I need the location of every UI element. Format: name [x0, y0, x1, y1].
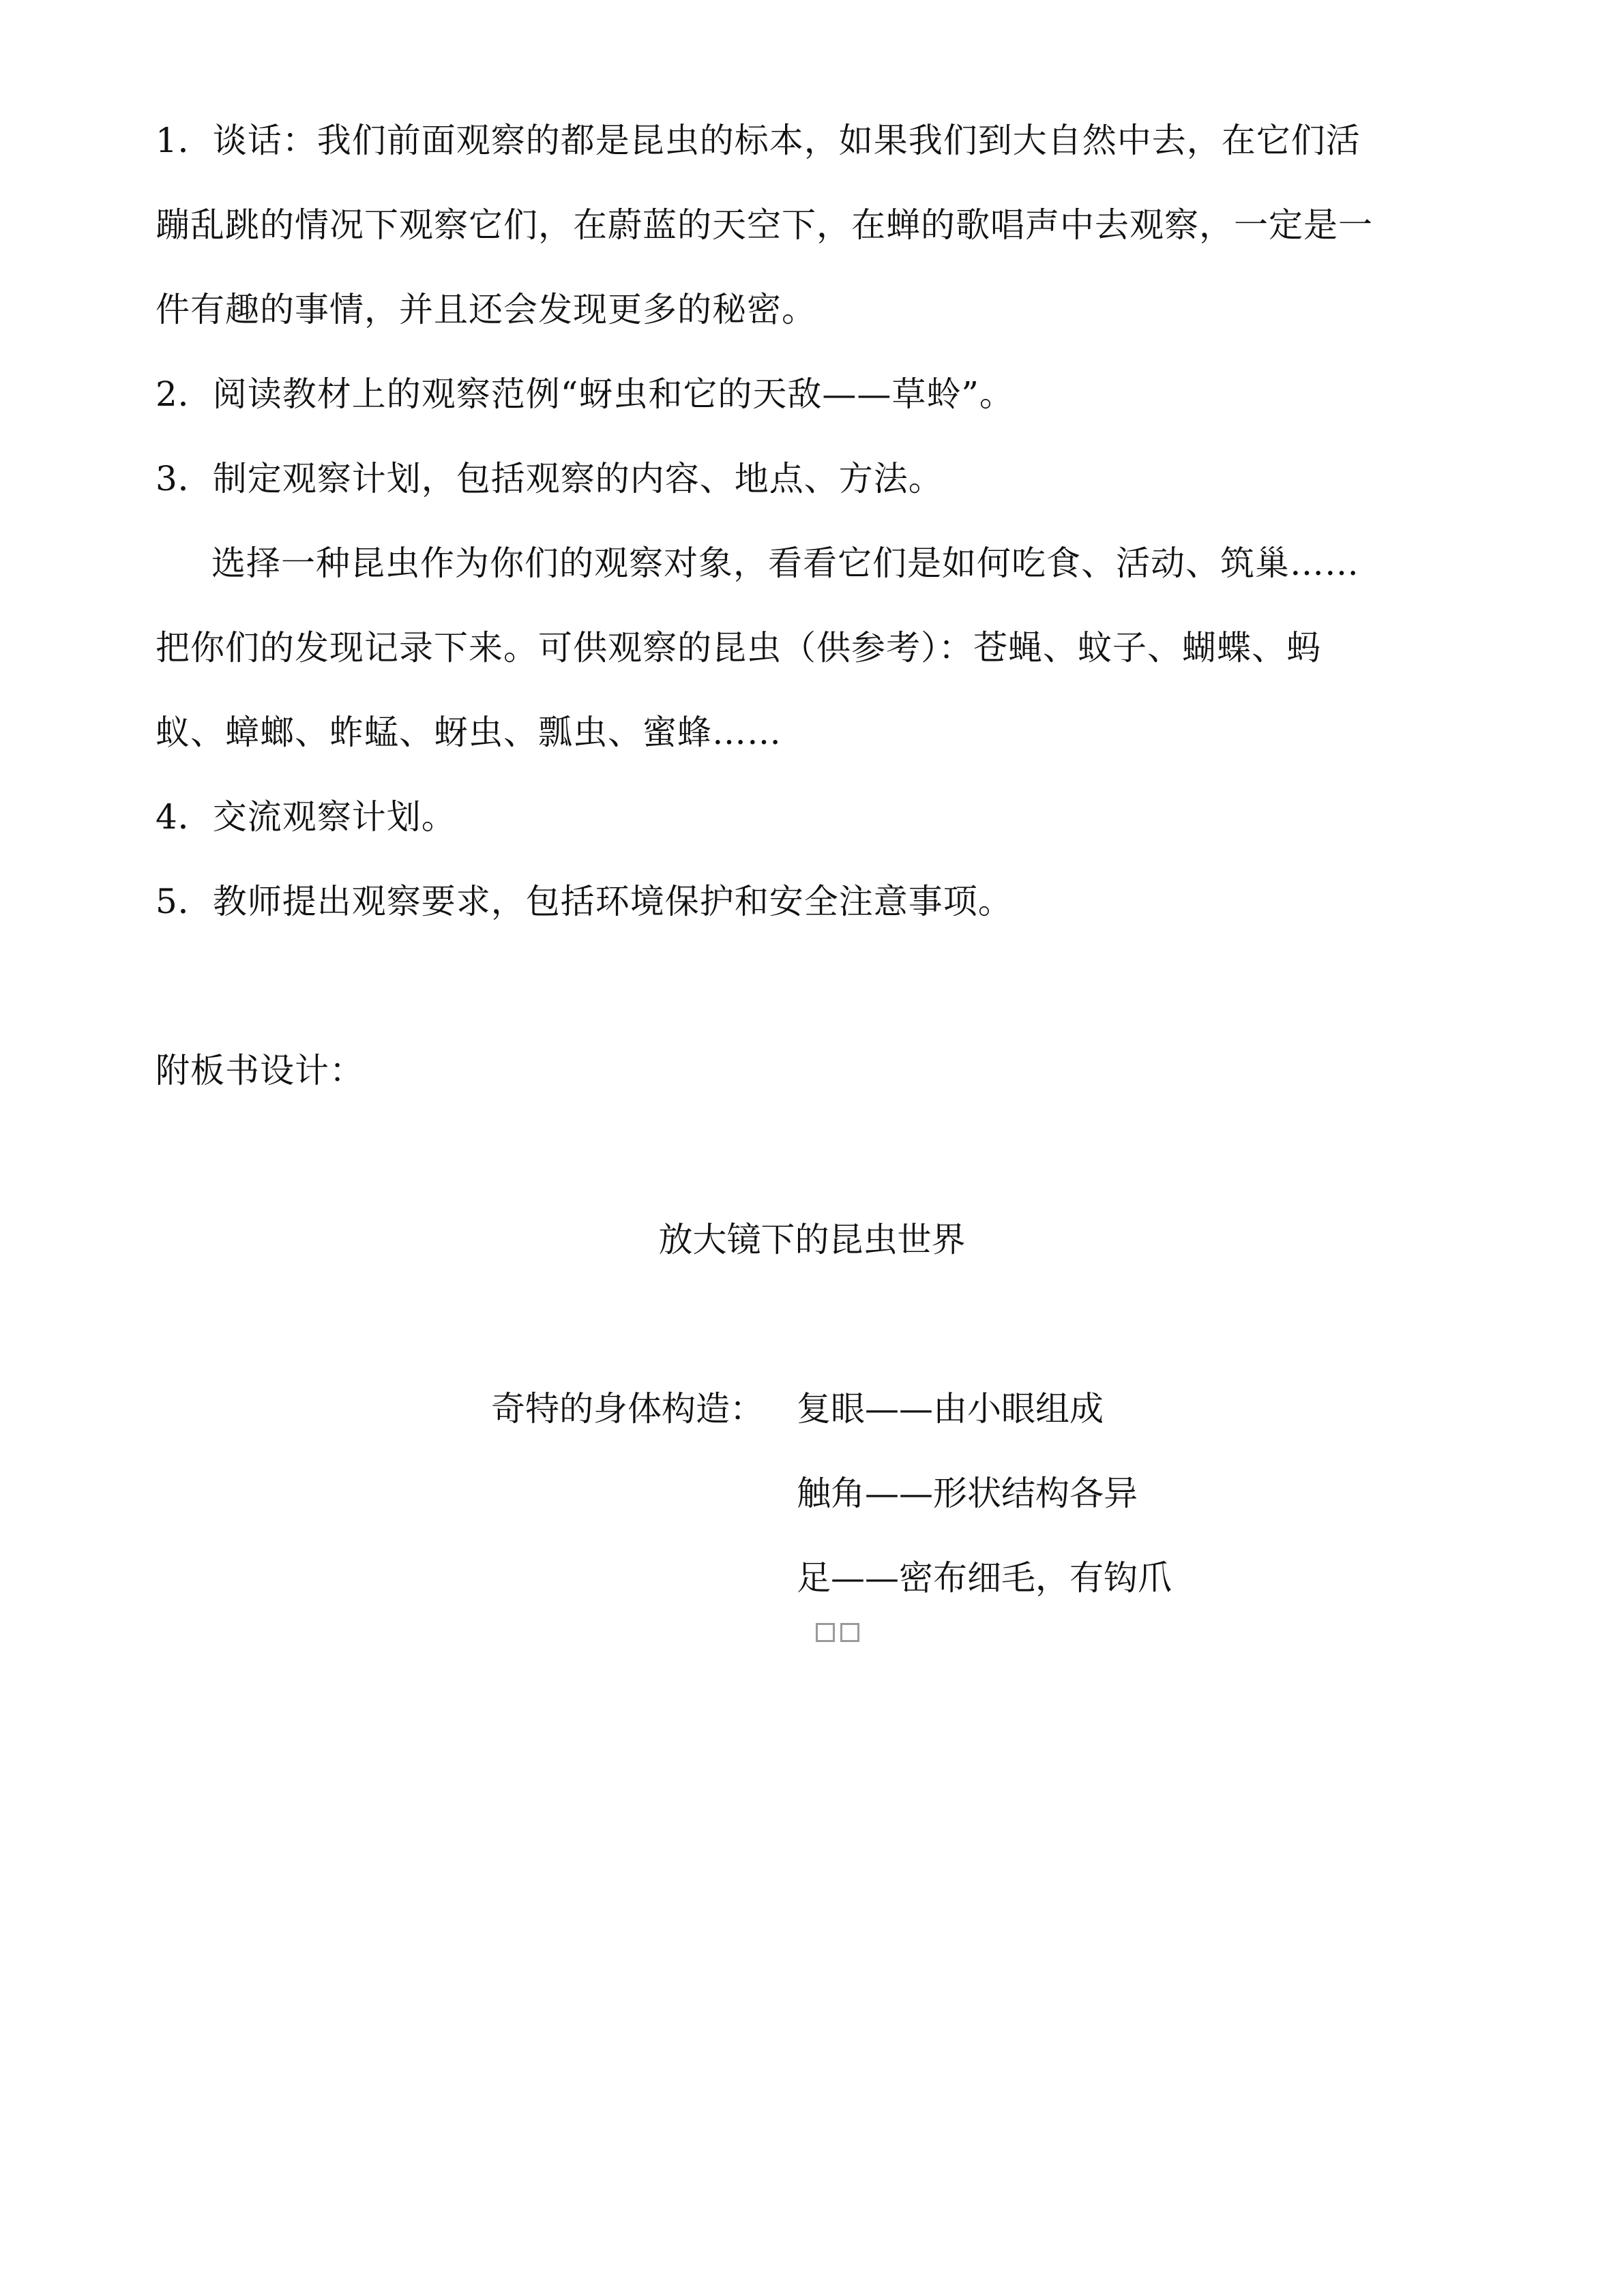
- step-3-line-3: 把你们的发现记录下来。可供观察的昆虫（供参考）：苍蝇、蚊子、蝴蝶、蚂: [156, 628, 1321, 668]
- board-title: 放大镜下的昆虫世界: [658, 1220, 966, 1259]
- placeholder-glyphs: [816, 1623, 859, 1642]
- step-3-line-4: 蚁、蟑螂、蚱蜢、蚜虫、瓢虫、蜜蜂……: [156, 713, 782, 752]
- step-1-line-3: 件有趣的事情，并且还会发现更多的秘密。: [156, 290, 816, 329]
- board-item-leg: 足——密布细毛，有钩爪: [797, 1558, 1172, 1598]
- step-4: 4．交流观察计划。: [156, 797, 456, 837]
- step-5: 5．教师提出观察要求，包括环境保护和安全注意事项。: [156, 882, 1013, 921]
- step-3-line-2: 选择一种昆虫作为你们的观察对象，看看它们是如何吃食、活动、筑巢……: [211, 543, 1359, 583]
- step-2: 2．阅读教材上的观察范例“蚜虫和它的天敌——草蛉”。: [156, 374, 1014, 414]
- board-label: 奇特的身体构造：: [491, 1389, 764, 1429]
- board-item-antenna: 触角——形状结构各异: [797, 1474, 1138, 1513]
- step-3-line-1: 3．制定观察计划，包括观察的内容、地点、方法。: [156, 459, 943, 498]
- step-1-line-2: 蹦乱跳的情况下观察它们，在蔚蓝的天空下，在蝉的歌唱声中去观察，一定是一: [156, 205, 1373, 245]
- placeholder-box-icon: [816, 1623, 835, 1642]
- placeholder-box-icon: [840, 1623, 859, 1642]
- board-item-compound-eye: 复眼——由小眼组成: [797, 1389, 1104, 1429]
- board-intro: 附板书设计：: [156, 1051, 364, 1090]
- step-1-line-1: 1．谈话：我们前面观察的都是昆虫的标本，如果我们到大自然中去，在它们活: [156, 121, 1361, 160]
